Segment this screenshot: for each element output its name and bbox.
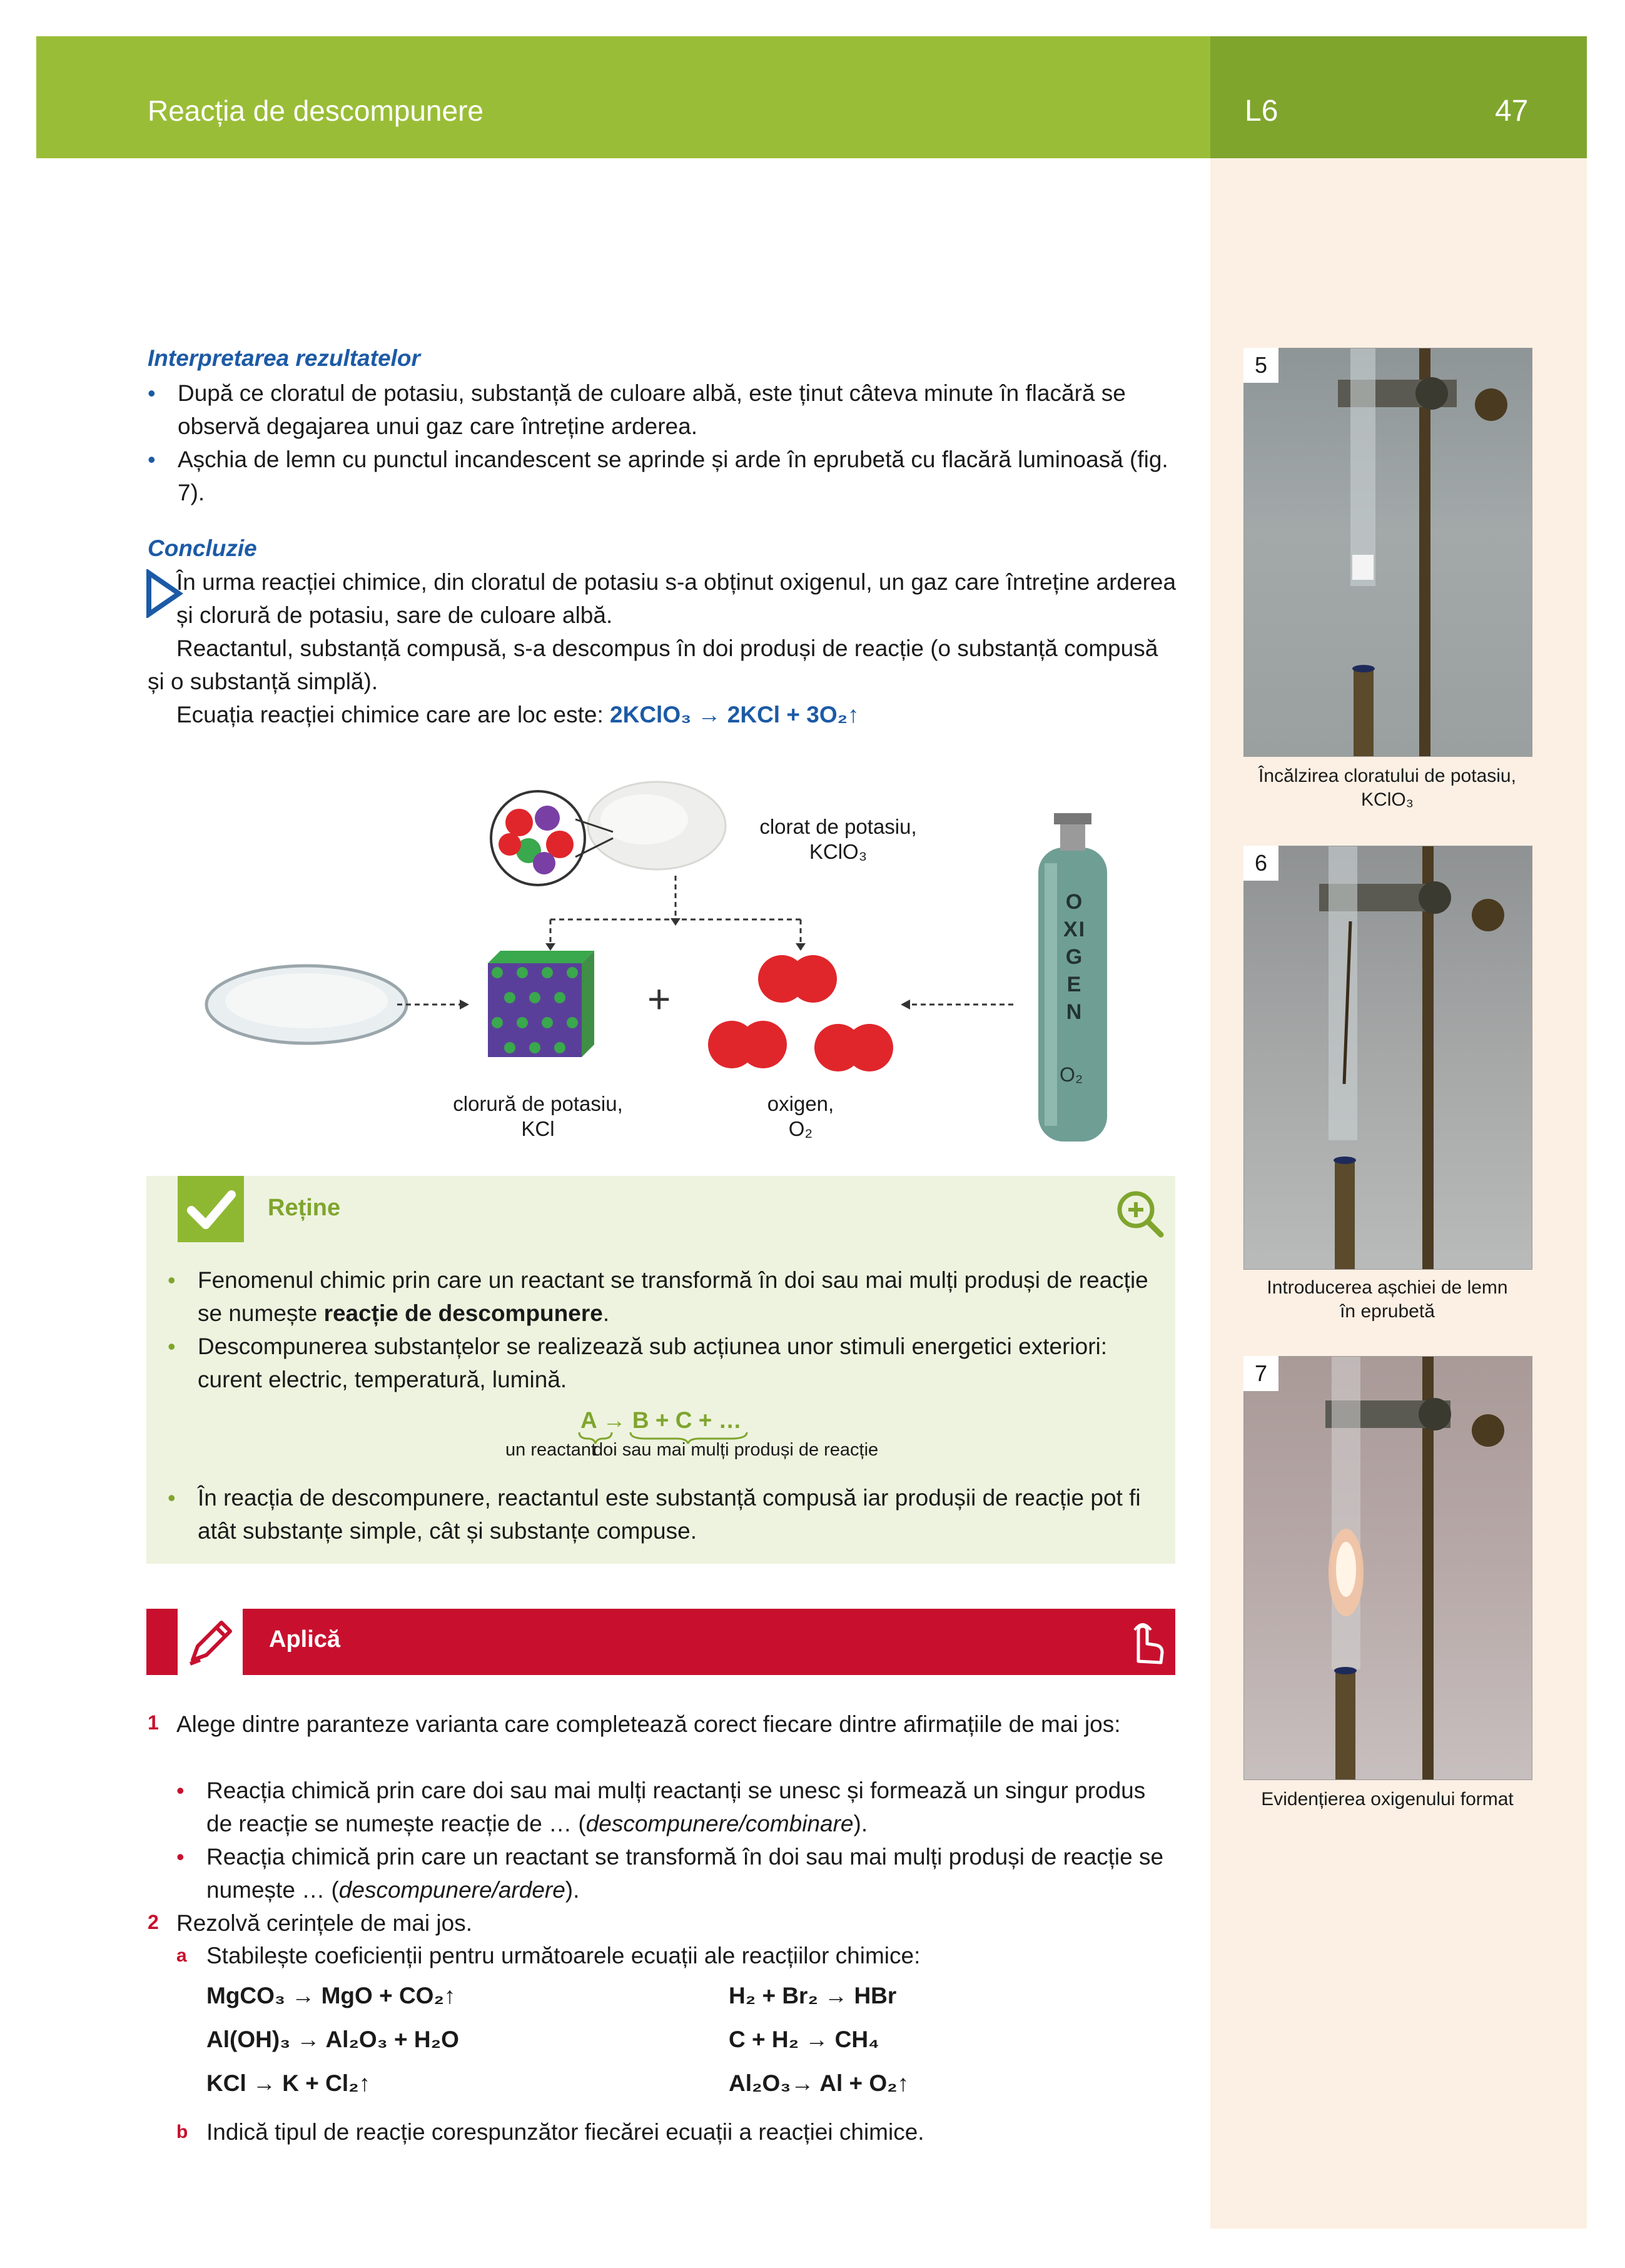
hand-pointer-icon[interactable] — [1120, 1617, 1170, 1668]
decomposition-formula: A → B + C + … — [580, 1407, 742, 1433]
question-2b: Indică tipul de reacție corespunzător fiecărei ecuații a reacției chimice. — [206, 2119, 924, 2145]
retine-title: Reține — [268, 1195, 341, 1221]
concluzie-heading: Concluzie — [148, 535, 257, 561]
equation-1: MgCO₃ → MgO + CO₂↑ — [206, 1983, 456, 2008]
list-item: • Descompunerea substanțelor se realizează sub acțiunea unor stimuli energetici exteriori: curent electric, temperatură, lumină. — [168, 1330, 1156, 1396]
subquestion-letter: b — [176, 2122, 188, 2142]
list-item: • Reacția chimică prin care un reactant se transformă în doi sau mai mulți produși de reacție se numește … (descompunere/ardere). — [176, 1840, 1177, 1906]
photo-heating-kclo3 — [1243, 348, 1532, 757]
equation-intro: Ecuația reacției chimice care are loc este: — [176, 702, 604, 727]
question-2: Rezolvă cerințele de mai jos. — [176, 1910, 472, 1936]
photo-wood-splinter — [1243, 846, 1532, 1270]
aplica-bar — [243, 1609, 1175, 1675]
figure-caption: Introducerea așchiei de lemn în eprubetă — [1267, 1277, 1508, 1322]
equation-2: H₂ + Br₂ → HBr — [729, 1983, 897, 2008]
subquestion-letter: a — [176, 1945, 187, 1966]
cylinder-formula: O₂ — [1060, 1063, 1083, 1086]
oxygen-label: oxigen, O₂ — [767, 1092, 834, 1140]
retine-list — [168, 1263, 1156, 1396]
plus-sign: + — [647, 976, 671, 1021]
photo-oxygen-evidence — [1243, 1356, 1532, 1780]
list-item: • Așchia de lemn cu punctul incandescent se aprinde și arde în eprubetă cu flacără luminoasă (fig. 7). — [148, 443, 1177, 509]
question-1: Alege dintre paranteze varianta care completează corect fiecare dintre afirmațiile de mai jos: — [176, 1711, 1121, 1737]
question-1-items — [176, 1774, 1177, 1906]
figure-caption: Încălzirea cloratului de potasiu, KClO₃ — [1258, 766, 1516, 810]
concluzie-p3 — [176, 698, 1177, 731]
list-item: • Reacția chimică prin care doi sau mai mulți reactanți se unesc și formează un singur produs de reacție se numește reacție de … (descompunere/combinare). — [176, 1774, 1177, 1840]
list-item: • În reacția de descompunere, reactantul este substanță compusă iar produșii de reacție pot fi atât substanțe simple, cât și substanțe compuse. — [168, 1481, 1156, 1547]
retine-list-2 — [168, 1481, 1156, 1547]
reactant-label: clorat de potasiu, KClO₃ — [759, 815, 917, 863]
zoom-in-icon[interactable] — [1115, 1188, 1165, 1238]
equation-4: C + H₂ → CH₄ — [729, 2027, 879, 2052]
concluzie-p1: În urma reacției chimice, din cloratul de potasiu s-a obținut oxigenul, un gaz care întreține arderea și clorură de potasiu, sare de culoare albă. — [176, 569, 1177, 628]
interpretare-heading: Interpretarea rezultatelor — [148, 345, 420, 371]
chapter-title: Reacția de descompunere — [148, 94, 483, 127]
figure-number: 6 — [1243, 846, 1278, 881]
figure-number: 7 — [1243, 1356, 1278, 1391]
question-number: 2 — [148, 1911, 159, 1933]
lesson-number: L6 — [1245, 94, 1278, 128]
question-number: 1 — [148, 1711, 159, 1734]
equation-6: Al₂O₃→ Al + O₂↑ — [729, 2070, 909, 2096]
aplica-bar-left — [146, 1609, 178, 1675]
pencil-icon — [181, 1614, 239, 1671]
decomposition-equation: 2KClO₃ → 2KCl + 3O₂↑ — [610, 702, 859, 727]
page-number: 47 — [1495, 94, 1529, 128]
equation-5: KCl → K + Cl₂↑ — [206, 2070, 371, 2096]
figure-number: 5 — [1243, 348, 1278, 383]
products-annotation: doi sau mai mulți produși de reacție — [593, 1440, 879, 1460]
concluzie-p2: Reactantul, substanță compusă, s-a descompus în doi produși de reacție (o substanță compusă și o substanță simplă). — [148, 635, 1158, 694]
kcl-label: clorură de potasiu, KCl — [453, 1092, 623, 1140]
aplica-title: Aplică — [269, 1626, 341, 1653]
question-2a: Stabilește coeficienții pentru următoarele ecuații ale reacțiilor chimice: — [206, 1943, 921, 1968]
reactant-annotation: un reactant — [505, 1440, 597, 1460]
reaction-diagram — [181, 776, 1120, 1151]
list-item: • După ce cloratul de potasiu, substanță de culoare albă, este ținut câteva minute în flacără se observă degajarea unui gaz care întreține arderea. — [148, 377, 1177, 443]
cylinder-label: OXIGEN — [1063, 890, 1086, 1024]
check-icon — [178, 1176, 244, 1242]
interpretare-list — [148, 377, 1177, 509]
figure-caption: Evidențierea oxigenului format — [1261, 1789, 1514, 1810]
equation-3: Al(OH)₃ → Al₂O₃ + H₂O — [206, 2027, 459, 2052]
list-item: • Fenomenul chimic prin care un reactant se transformă în doi sau mai mulți produși de reacție se numește reacție de descompunere. — [168, 1263, 1156, 1330]
diagram-graphics — [181, 776, 1120, 1151]
